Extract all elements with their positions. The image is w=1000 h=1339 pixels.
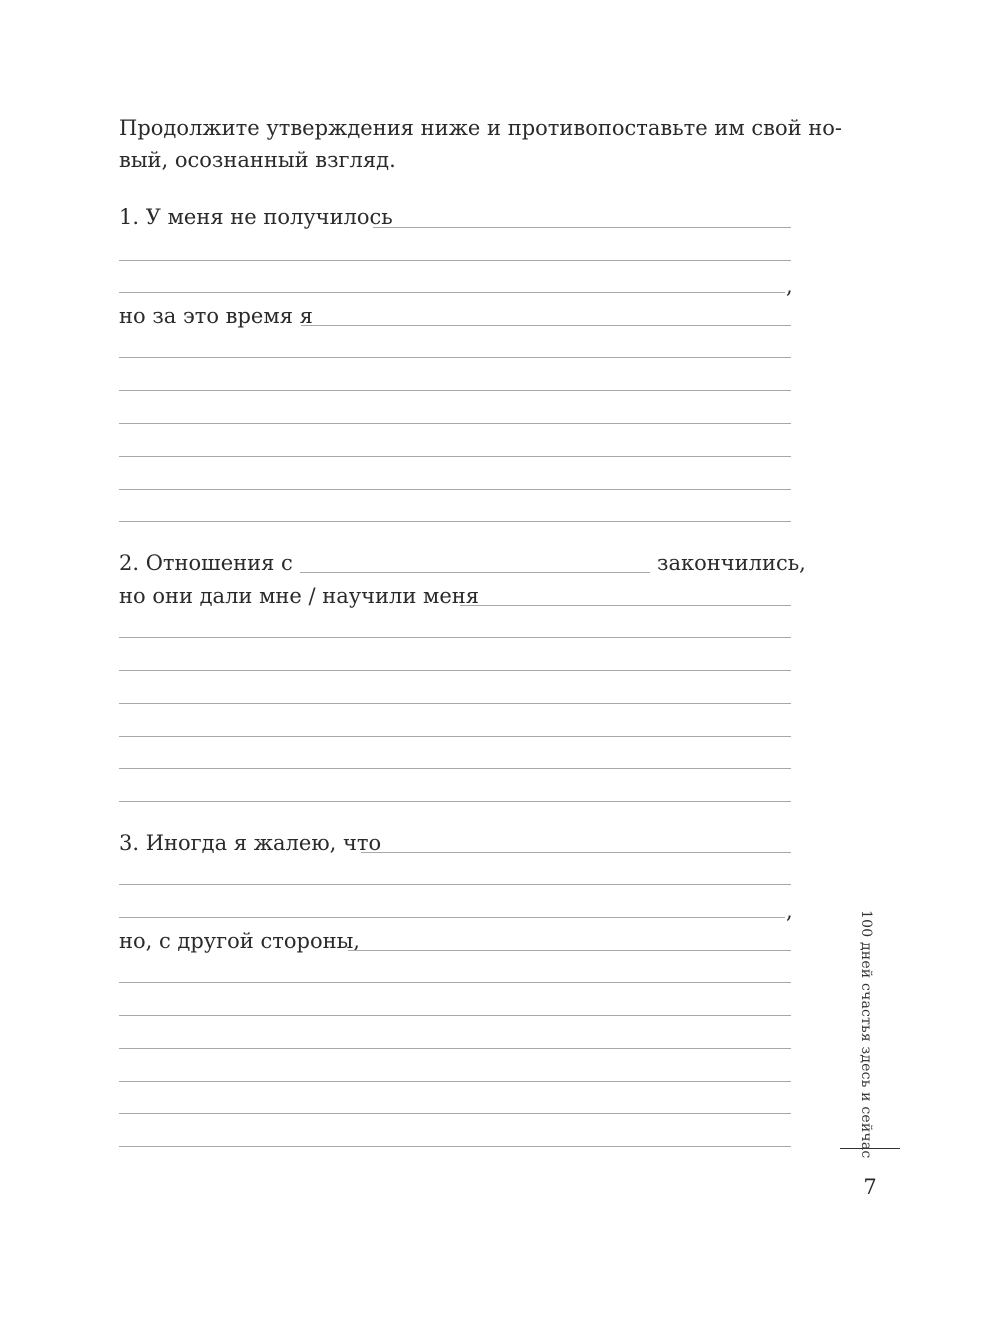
answer-line[interactable] [119, 260, 791, 261]
answer-line[interactable] [119, 637, 791, 638]
page-number: 7 [863, 1175, 877, 1199]
answer-line[interactable] [119, 1146, 791, 1147]
answer-line[interactable] [119, 357, 791, 358]
exercise-2-prompt-start: 2. Отношения с [119, 551, 293, 575]
answer-line[interactable] [119, 736, 791, 737]
answer-line[interactable] [119, 768, 791, 769]
answer-line[interactable] [119, 917, 785, 918]
answer-line[interactable] [119, 423, 791, 424]
instructions-paragraph [119, 112, 843, 176]
answer-line[interactable] [119, 390, 791, 391]
instructions-line-1: Продолжите утверждения ниже и противопоставьте им свой но- [119, 116, 843, 140]
answer-line[interactable] [119, 521, 791, 522]
exercise-1-prompt: 1. У меня не получилось [119, 205, 393, 229]
answer-line[interactable] [119, 703, 791, 704]
book-title: 100 дней счастья здесь и сейчас [858, 910, 874, 1159]
answer-line[interactable] [119, 1113, 791, 1114]
exercise-1-continuation: но за это время я [119, 304, 313, 328]
answer-line[interactable] [119, 1015, 791, 1016]
answer-line[interactable] [119, 489, 791, 490]
exercise-3-continuation: но, с другой стороны, [119, 929, 360, 953]
answer-line[interactable] [119, 982, 791, 983]
answer-line[interactable] [373, 227, 791, 228]
comma: , [786, 274, 793, 298]
answer-line[interactable] [301, 325, 791, 326]
instructions-line-2: вый, осознанный взгляд. [119, 148, 396, 172]
answer-line[interactable] [348, 950, 791, 951]
answer-line[interactable] [361, 852, 791, 853]
answer-line[interactable] [460, 605, 791, 606]
exercise-2-prompt-end: закончились, [657, 551, 806, 575]
answer-line[interactable] [119, 456, 791, 457]
answer-line[interactable] [119, 884, 791, 885]
footer-divider [840, 1148, 900, 1149]
answer-line[interactable] [300, 572, 650, 573]
answer-line[interactable] [119, 292, 785, 293]
answer-line[interactable] [119, 670, 791, 671]
answer-line[interactable] [119, 1048, 791, 1049]
exercise-2-continuation: но они дали мне / научили меня [119, 584, 480, 608]
answer-line[interactable] [119, 1081, 791, 1082]
comma: , [786, 899, 793, 923]
answer-line[interactable] [119, 801, 791, 802]
exercise-3-prompt: 3. Иногда я жалею, что [119, 831, 382, 855]
